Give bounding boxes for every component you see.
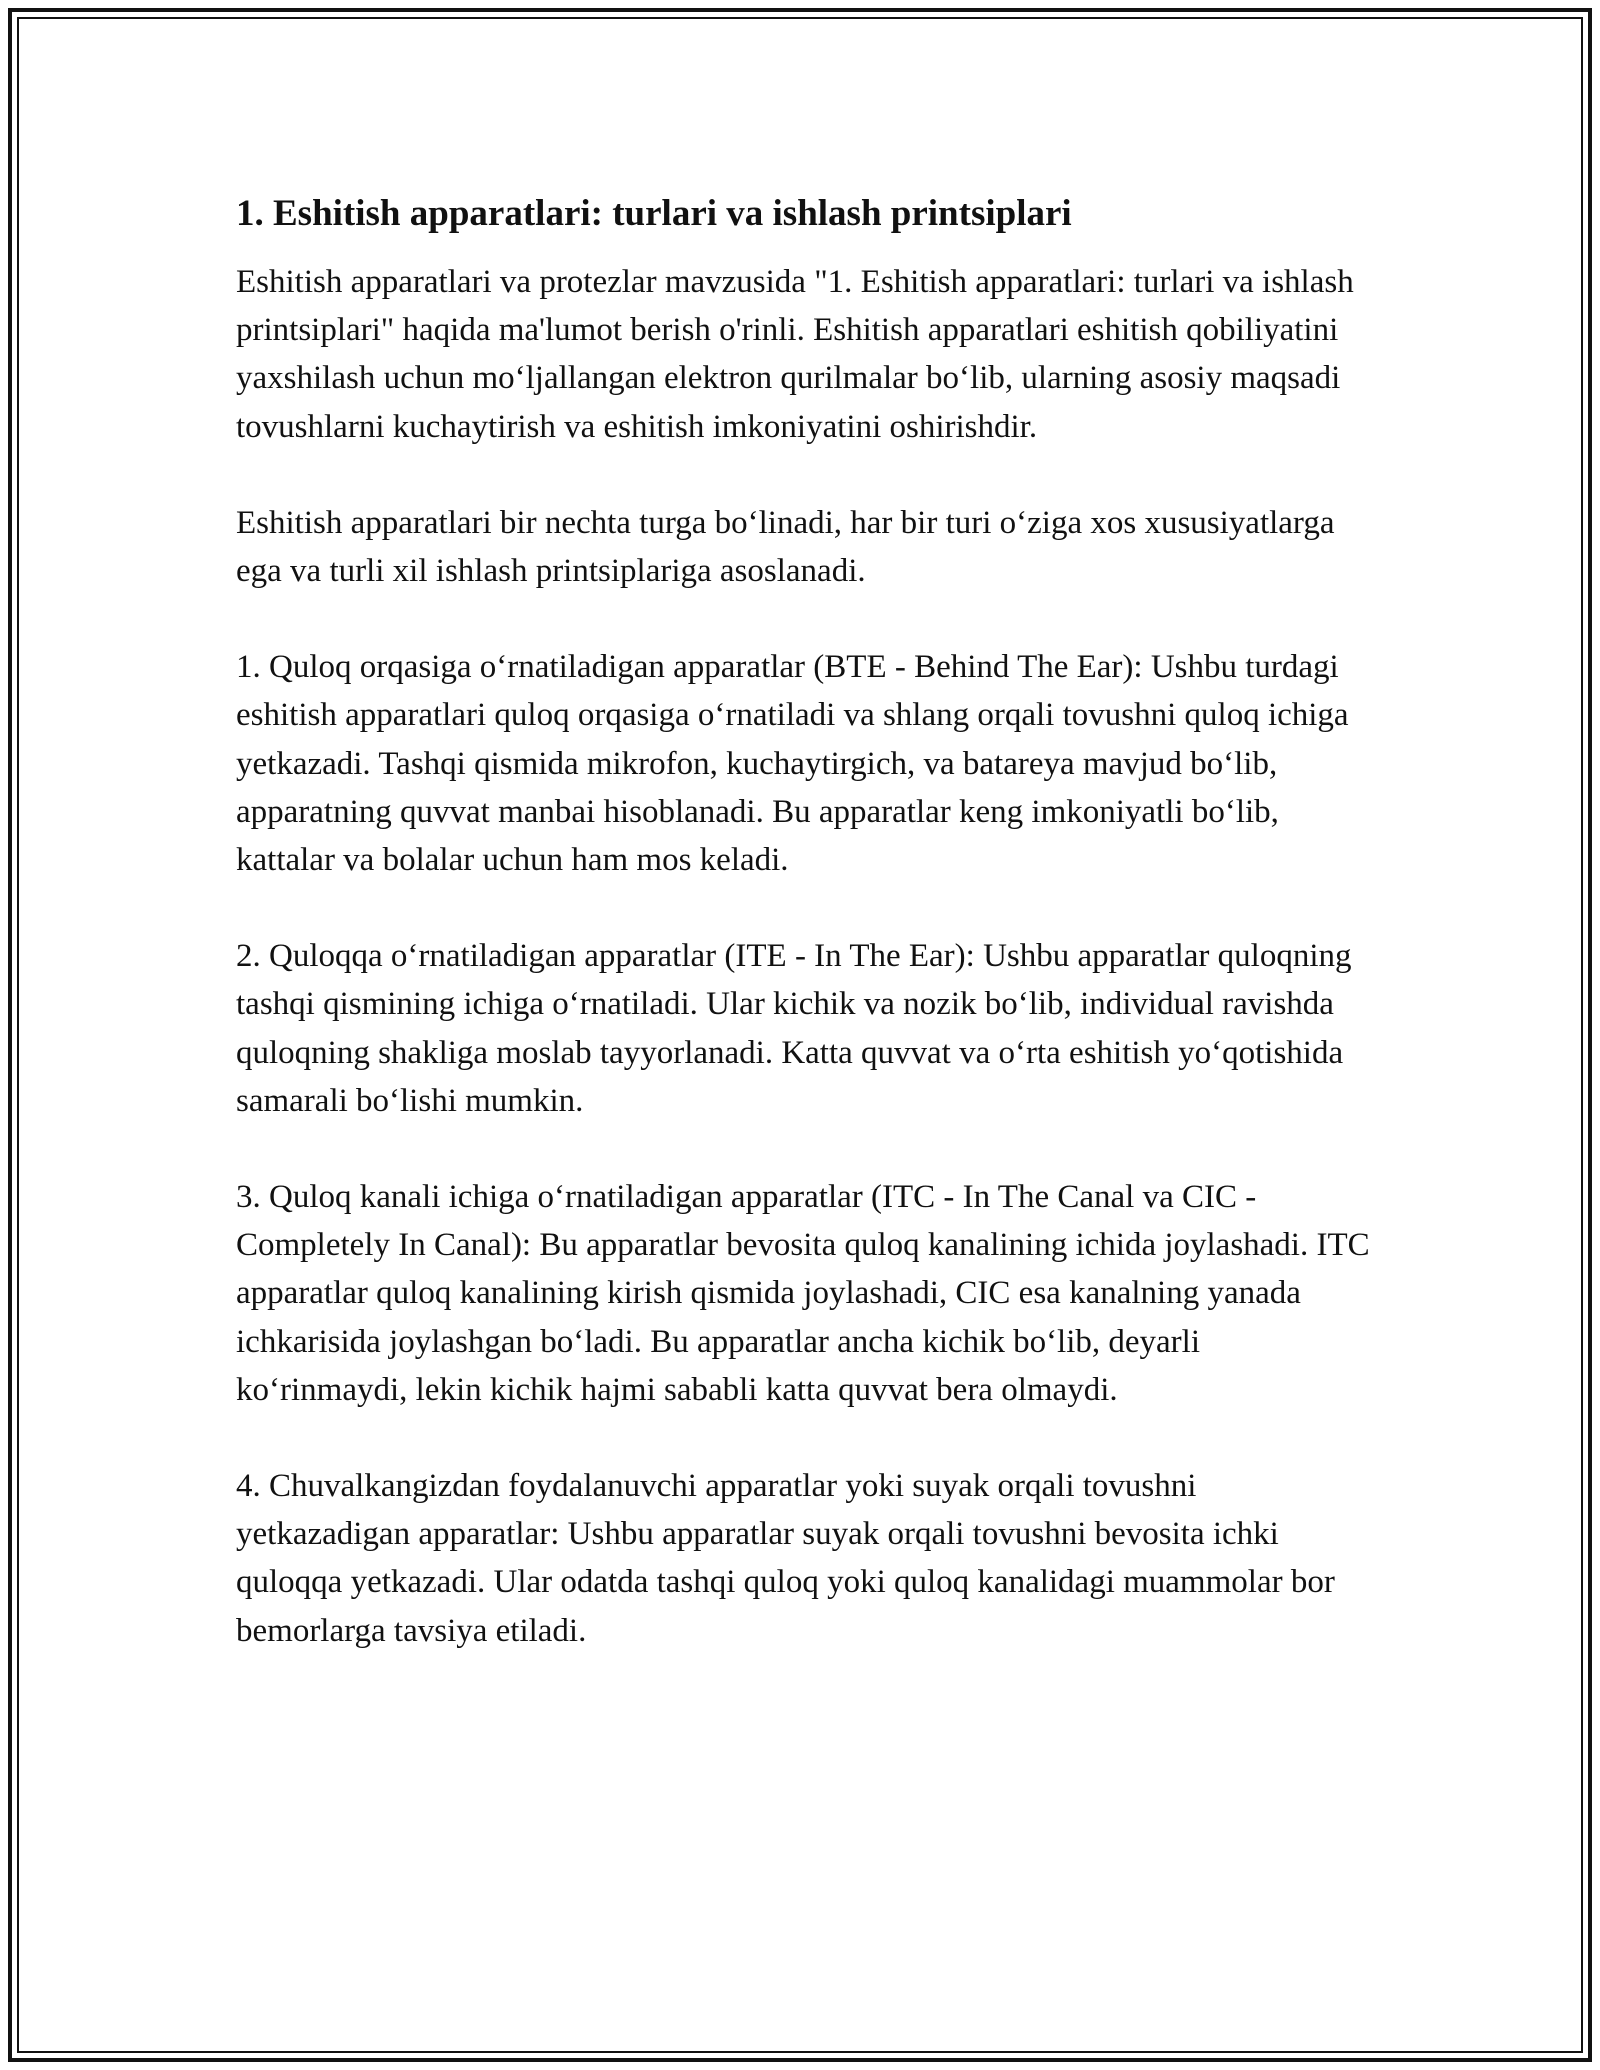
paragraph-bone-conduction: 4. Chuvalkangizdan foydalanuvchi apparatlar yoki suyak orqali tovushni yetkazadigan apparatlar: Ushbu apparatlar suyak orqali tovushni bevosita ichki quloqqa yetkazadi. Ular odatda tashqi quloq yoki quloq kanalidagi muammolar bor bemorlarga tavsiya etiladi. [236, 1468, 1335, 1649]
paragraph-itc-cic: 3. Quloq kanali ichiga o‘rnatiladigan apparatlar (ITC - In The Canal va CIC - Completely In Canal): Bu apparatlar bevosita quloq kanalining ichida joylashadi. ITC apparatlar quloq kanalining kirish qismida joylashadi, CIC esa kanalning yanada ichkarisida joylashgan bo‘ladi. Bu apparatlar ancha kichik bo‘lib, deyarli ko‘rinmaydi, lekin kichik hajmi sababli katta quvvat bera olmaydi. [236, 1179, 1370, 1408]
document-title: 1. Eshitish apparatlari: turlari va ishlash printsiplari [236, 193, 1072, 234]
paragraph-bte: 1. Quloq orqasiga o‘rnatiladigan apparatlar (BTE - Behind The Ear): Ushbu turdagi eshitish apparatlari quloq orqasiga o‘rnatiladi va shlang orqali tovushni quloq ichiga yetkazadi. Tashqi qismida mikrofon, kuchaytirgich, va batareya mavjud bo‘lib, apparatning quvvat manbai hisoblanadi. Bu apparatlar keng imkoniyatli bo‘lib, kattalar va bolalar uchun ham mos keladi. [236, 649, 1349, 879]
document-body [236, 190, 1371, 1703]
paragraph-types-overview: Eshitish apparatlari bir nechta turga bo‘linadi, har bir turi o‘ziga xos xususiyatlarga ega va turli xil ishlash printsiplariga asoslanadi. [236, 504, 1335, 590]
paragraph-ite: 2. Quloqqa o‘rnatiladigan apparatlar (ITE - In The Ear): Ushbu apparatlar quloqning tashqi qismining ichiga o‘rnatiladi. Ular kichik va nozik bo‘lib, individual ravishda quloqning shakliga moslab tayyorlanadi. Katta quvvat va o‘rta eshitish yo‘qotishida samarali bo‘lishi mumkin. [236, 938, 1352, 1119]
paragraph-intro: Eshitish apparatlari va protezlar mavzusida "1. Eshitish apparatlari: turlari va ishlash printsiplari" haqida ma'lumot berish o'rinli. Eshitish apparatlari eshitish qobiliyatini yaxshilash uchun mo‘ljallangan elektron qurilmalar bo‘lib, ularning asosiy maqsadi tovushlarni kuchaytirish va eshitish imkoniyatini oshirishdir. [236, 264, 1354, 445]
